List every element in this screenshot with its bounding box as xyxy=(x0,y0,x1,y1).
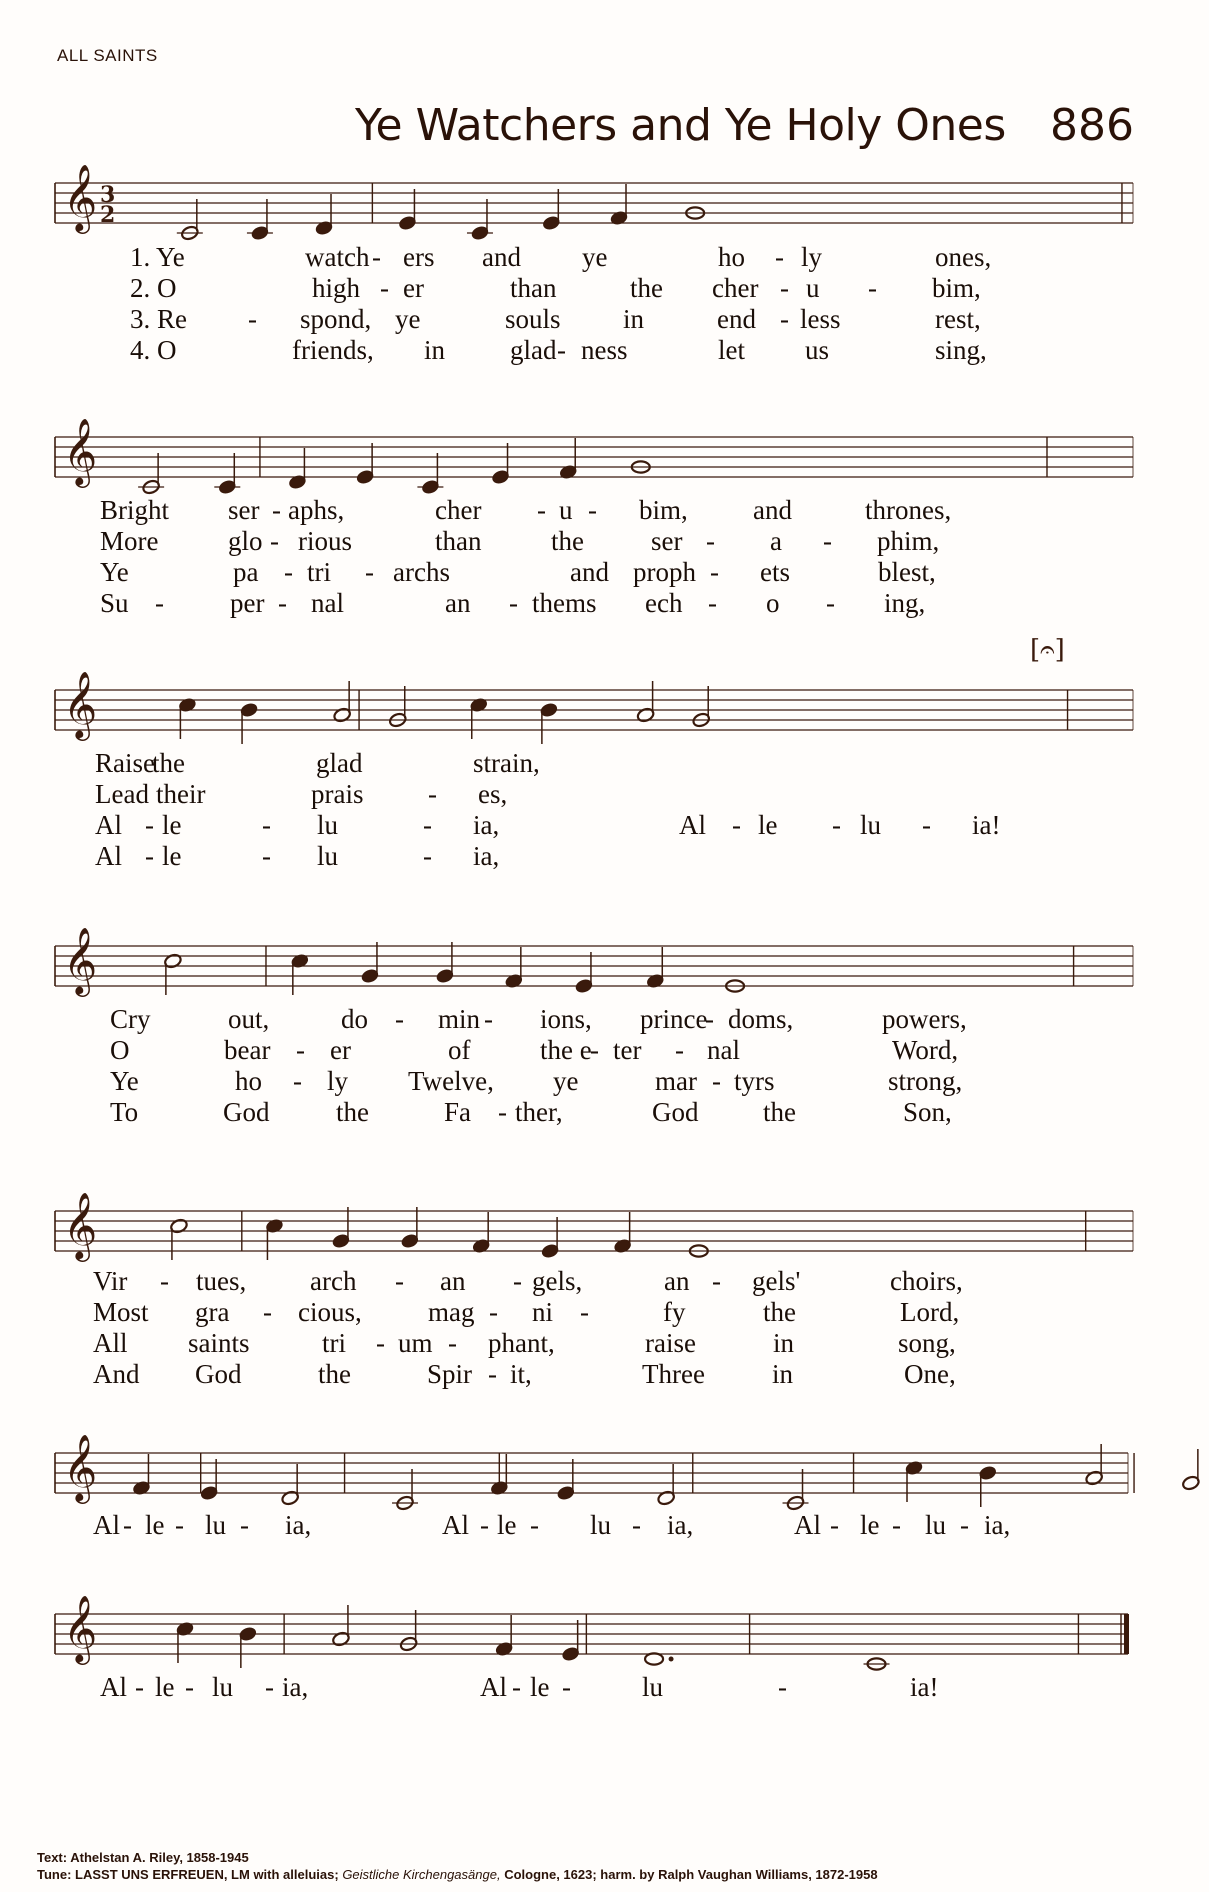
lyric-syllable: high xyxy=(312,273,361,303)
syllable-hyphen: - xyxy=(778,1672,787,1702)
lyric-syllable: God xyxy=(652,1097,699,1127)
lyric-syllable: le xyxy=(155,1672,175,1702)
lyric-syllable: nal xyxy=(311,588,344,618)
lyric-syllable: ia, xyxy=(473,810,500,840)
syllable-hyphen: - xyxy=(826,588,835,618)
syllable-hyphen: - xyxy=(960,1510,969,1540)
syllable-hyphen: - xyxy=(145,841,154,871)
syllable-hyphen: - xyxy=(823,526,832,556)
syllable-hyphen: - xyxy=(270,526,279,556)
syllable-hyphen: - xyxy=(712,1066,721,1096)
lyric-syllable: ther, xyxy=(515,1097,563,1127)
syllable-hyphen: - xyxy=(632,1510,641,1540)
lyric-syllable: phim, xyxy=(877,526,940,556)
lyric-syllable: ia! xyxy=(972,810,1001,840)
syllable-hyphen: - xyxy=(155,588,164,618)
lyric-syllable: Ye xyxy=(110,1066,139,1096)
lyric-syllable: and xyxy=(570,557,609,587)
lyric-syllable: ye xyxy=(395,304,421,334)
lyric-syllable: And xyxy=(93,1359,140,1389)
lyric-syllable: saints xyxy=(188,1328,250,1358)
lyric-syllable: glad xyxy=(510,335,557,365)
lyric-syllable: the xyxy=(336,1097,369,1127)
lyric-syllable: u xyxy=(559,495,573,525)
lyric-syllable: doms, xyxy=(728,1004,794,1034)
lyric-syllable: 3. Re xyxy=(130,304,187,334)
syllable-hyphen: - xyxy=(448,1328,457,1358)
lyric-syllable: fy xyxy=(663,1297,686,1327)
lyric-syllable: an xyxy=(664,1266,690,1296)
syllable-hyphen: - xyxy=(830,1510,839,1540)
syllable-hyphen: - xyxy=(423,841,432,871)
lyric-syllable: the xyxy=(152,748,185,778)
lyric-syllable: o xyxy=(766,588,780,618)
lyric-syllable: friends, xyxy=(292,335,374,365)
lyric-syllable: u xyxy=(806,273,820,303)
syllable-hyphen: - xyxy=(175,1510,184,1540)
lyric-syllable: arch xyxy=(310,1266,357,1296)
lyric-syllable: nal xyxy=(707,1035,740,1065)
final-barline-thick xyxy=(1124,1614,1129,1654)
lyric-syllable: bim, xyxy=(932,273,981,303)
lyric-syllable: in xyxy=(424,335,446,365)
lyric-syllable: Al xyxy=(93,1510,120,1540)
note-head xyxy=(645,1653,663,1664)
syllable-hyphen: - xyxy=(272,495,281,525)
lyric-syllable: le xyxy=(758,810,778,840)
lyric-syllable: God xyxy=(195,1359,242,1389)
syllable-hyphen: - xyxy=(710,557,719,587)
lyric-syllable: Lead xyxy=(95,779,149,809)
lyric-syllable: ia, xyxy=(473,841,500,871)
lyric-syllable: it, xyxy=(510,1359,532,1389)
lyric-syllable: in xyxy=(623,304,645,334)
lyric-syllable: ets xyxy=(760,557,790,587)
lyric-syllable: thems xyxy=(532,588,597,618)
lyric-syllable: ser xyxy=(228,495,260,525)
lyric-syllable: than xyxy=(435,526,482,556)
syllable-hyphen: - xyxy=(380,273,389,303)
syllable-hyphen: - xyxy=(732,810,741,840)
note-dot xyxy=(669,1657,674,1662)
lyric-syllable: ia, xyxy=(667,1510,694,1540)
lyric-syllable: er xyxy=(403,273,424,303)
syllable-hyphen: - xyxy=(489,1297,498,1327)
lyric-syllable: mar xyxy=(655,1066,697,1096)
fermata-icon: [𝄐] xyxy=(1030,635,1065,665)
lyric-syllable: of xyxy=(448,1035,471,1065)
lyric-syllable: Most xyxy=(93,1297,149,1327)
lyric-syllable: Al xyxy=(95,841,122,871)
syllable-hyphen: - xyxy=(705,1004,714,1034)
lyric-syllable: Three xyxy=(642,1359,705,1389)
lyric-syllable: Bright xyxy=(100,495,170,525)
syllable-hyphen: - xyxy=(262,810,271,840)
syllable-hyphen: - xyxy=(265,1672,274,1702)
syllable-hyphen: - xyxy=(278,588,287,618)
lyric-syllable: lu xyxy=(925,1510,947,1540)
lyric-syllable: strong, xyxy=(888,1066,963,1096)
lyric-syllable: per xyxy=(230,588,265,618)
lyric-syllable: cious, xyxy=(298,1297,362,1327)
syllable-hyphen: - xyxy=(922,810,931,840)
time-signature-bottom: 2 xyxy=(100,202,116,228)
syllable-hyphen: - xyxy=(480,1510,489,1540)
lyric-syllable: One, xyxy=(904,1359,956,1389)
lyric-syllable: phant, xyxy=(488,1328,555,1358)
treble-clef-icon: 𝄞 xyxy=(63,163,98,231)
lyric-syllable: strain, xyxy=(473,748,540,778)
lyric-syllable: ni xyxy=(532,1297,554,1327)
syllable-hyphen: - xyxy=(145,810,154,840)
syllable-hyphen: - xyxy=(537,495,546,525)
lyric-syllable: lu xyxy=(205,1510,227,1540)
lyric-syllable: 2. O xyxy=(130,273,177,303)
lyric-syllable: mag xyxy=(428,1297,475,1327)
lyric-syllable: Spir xyxy=(427,1359,473,1389)
syllable-hyphen: - xyxy=(123,1510,132,1540)
lyric-syllable: ho xyxy=(718,242,745,272)
lyric-syllable: an xyxy=(445,588,471,618)
tune-credit: Tune: LASST UNS ERFREUEN, LM with alleluias; Geistliche Kirchengasänge, Cologne, 1623; harm. by Ralph Vaughan Williams, 1872-1958 xyxy=(37,1867,878,1882)
syllable-hyphen: - xyxy=(262,841,271,871)
lyric-syllable: thrones, xyxy=(865,495,952,525)
lyric-syllable: ia, xyxy=(282,1672,309,1702)
syllable-hyphen: - xyxy=(562,1672,571,1702)
lyric-syllable: min xyxy=(438,1004,481,1034)
lyric-syllable: Ye xyxy=(100,557,129,587)
lyric-syllable: um xyxy=(398,1328,433,1358)
lyric-syllable: ho xyxy=(235,1066,262,1096)
staff-system-4 xyxy=(0,896,1209,1036)
lyric-syllable: lu xyxy=(317,841,339,871)
lyric-syllable: Lord, xyxy=(900,1297,960,1327)
lyric-syllable: Son, xyxy=(903,1097,952,1127)
lyric-syllable: prince xyxy=(640,1004,708,1034)
syllable-hyphen: - xyxy=(509,588,518,618)
lyric-syllable: es, xyxy=(478,779,508,809)
syllable-hyphen: - xyxy=(868,273,877,303)
lyric-syllable: aphs, xyxy=(288,495,345,525)
lyric-syllable: ions, xyxy=(540,1004,592,1034)
lyric-syllable: lu xyxy=(642,1672,664,1702)
hymn-title: Ye Watchers and Ye Holy Ones xyxy=(355,100,1006,151)
lyric-syllable: Al xyxy=(679,810,706,840)
lyric-syllable: ness xyxy=(581,335,628,365)
lyric-syllable: a xyxy=(770,526,782,556)
syllable-hyphen: - xyxy=(135,1672,144,1702)
lyric-syllable: Al xyxy=(442,1510,469,1540)
lyric-syllable: sing, xyxy=(935,335,987,365)
lyric-syllable: 1. Ye xyxy=(130,242,185,272)
lyric-syllable: and xyxy=(482,242,521,272)
lyric-syllable: spond, xyxy=(300,304,372,334)
syllable-hyphen: - xyxy=(580,1297,589,1327)
lyric-syllable: le xyxy=(162,810,182,840)
syllable-hyphen: - xyxy=(185,1672,194,1702)
lyric-syllable: er xyxy=(330,1035,351,1065)
syllable-hyphen: - xyxy=(708,588,717,618)
lyric-syllable: lu xyxy=(590,1510,612,1540)
lyric-syllable: Fa xyxy=(444,1097,471,1127)
lyric-syllable: Al xyxy=(480,1672,507,1702)
syllable-hyphen: - xyxy=(832,810,841,840)
lyric-syllable: le xyxy=(162,841,182,871)
lyric-syllable: an xyxy=(440,1266,466,1296)
lyric-syllable: end xyxy=(717,304,756,334)
lyric-syllable: Vir xyxy=(93,1266,128,1296)
lyric-syllable: tyrs xyxy=(734,1066,775,1096)
syllable-hyphen: - xyxy=(240,1510,249,1540)
syllable-hyphen: - xyxy=(892,1510,901,1540)
lyric-syllable: Su xyxy=(100,588,129,618)
lyric-syllable: powers, xyxy=(882,1004,967,1034)
lyric-syllable: Al xyxy=(95,810,122,840)
lyric-syllable: All xyxy=(93,1328,128,1358)
text-credit: Text: Athelstan A. Riley, 1858-1945 xyxy=(37,1850,249,1865)
staff-system-7 xyxy=(0,1564,1209,1704)
lyric-syllable: pa xyxy=(233,557,259,587)
lyric-syllable: Al xyxy=(794,1510,821,1540)
lyric-syllable: glo xyxy=(228,526,263,556)
syllable-hyphen: - xyxy=(488,1359,497,1389)
syllable-hyphen: - xyxy=(706,526,715,556)
staff-system-2 xyxy=(0,387,1209,527)
syllable-hyphen: - xyxy=(712,1266,721,1296)
lyric-syllable: Cry xyxy=(110,1004,151,1034)
lyric-syllable: ia, xyxy=(285,1510,312,1540)
syllable-hyphen: - xyxy=(395,1004,404,1034)
lyric-syllable: Twelve, xyxy=(408,1066,494,1096)
lyric-syllable: in xyxy=(772,1359,794,1389)
lyric-syllable: rest, xyxy=(935,304,981,334)
section-label: ALL SAINTS xyxy=(57,46,158,65)
lyric-syllable: ye xyxy=(553,1066,579,1096)
lyric-syllable: bear xyxy=(224,1035,271,1065)
lyric-syllable: le xyxy=(860,1510,880,1540)
lyric-syllable: ones, xyxy=(935,242,992,272)
lyric-syllable: than xyxy=(510,273,557,303)
lyric-syllable: Al xyxy=(100,1672,127,1702)
lyric-syllable: More xyxy=(100,526,159,556)
lyric-syllable: the xyxy=(318,1359,351,1389)
lyric-syllable: the xyxy=(551,526,584,556)
lyric-syllable: their xyxy=(156,779,206,809)
treble-clef-icon: 𝄞 xyxy=(63,926,98,994)
lyric-syllable: cher xyxy=(712,273,759,303)
lyric-syllable: ter xyxy=(613,1035,642,1065)
lyric-syllable: lu xyxy=(317,810,339,840)
syllable-hyphen: - xyxy=(675,1035,684,1065)
syllable-hyphen: - xyxy=(588,495,597,525)
syllable-hyphen: - xyxy=(423,810,432,840)
syllable-hyphen: - xyxy=(590,1035,599,1065)
treble-clef-icon: 𝄞 xyxy=(63,1594,98,1662)
lyric-syllable: proph xyxy=(633,557,696,587)
lyric-syllable: in xyxy=(773,1328,795,1358)
lyric-syllable: le xyxy=(145,1510,165,1540)
lyric-syllable: cher xyxy=(435,495,482,525)
lyric-syllable: Raise xyxy=(95,748,155,778)
lyric-syllable: ia, xyxy=(984,1510,1011,1540)
lyric-syllable: glad xyxy=(316,748,363,778)
lyric-syllable: the e xyxy=(540,1035,592,1065)
lyric-syllable: gels, xyxy=(532,1266,583,1296)
syllable-hyphen: - xyxy=(530,1510,539,1540)
syllable-hyphen: - xyxy=(428,779,437,809)
lyric-syllable: tri xyxy=(322,1328,346,1358)
lyric-syllable: and xyxy=(753,495,792,525)
syllable-hyphen: - xyxy=(296,1035,305,1065)
lyric-syllable: song, xyxy=(898,1328,956,1358)
syllable-hyphen: - xyxy=(775,242,784,272)
lyric-syllable: choirs, xyxy=(890,1266,963,1296)
lyric-syllable: ech xyxy=(645,588,683,618)
lyric-syllable: ly xyxy=(327,1066,349,1096)
lyric-syllable: lu xyxy=(860,810,882,840)
lyric-syllable: lu xyxy=(212,1672,234,1702)
treble-clef-icon: 𝄞 xyxy=(63,670,98,738)
syllable-hyphen: - xyxy=(365,557,374,587)
lyric-syllable: raise xyxy=(645,1328,696,1358)
lyric-syllable: souls xyxy=(505,304,561,334)
lyric-syllable: the xyxy=(763,1297,796,1327)
treble-clef-icon: 𝄞 xyxy=(63,1191,98,1259)
syllable-hyphen: - xyxy=(160,1266,169,1296)
lyric-syllable: prais xyxy=(311,779,364,809)
syllable-hyphen: - xyxy=(376,1328,385,1358)
lyric-syllable: le xyxy=(530,1672,550,1702)
syllable-hyphen: - xyxy=(248,304,257,334)
syllable-hyphen: - xyxy=(780,273,789,303)
staff-system-5 xyxy=(0,1161,1209,1301)
lyric-syllable: Word, xyxy=(892,1035,959,1065)
syllable-hyphen: - xyxy=(557,335,566,365)
lyric-syllable: ye xyxy=(582,242,608,272)
syllable-hyphen: - xyxy=(395,1266,404,1296)
treble-clef-icon: 𝄞 xyxy=(63,1433,98,1501)
lyric-syllable: ia! xyxy=(910,1672,939,1702)
treble-clef-icon: 𝄞 xyxy=(63,417,98,485)
lyric-syllable: less xyxy=(800,304,841,334)
lyric-syllable: out, xyxy=(228,1004,270,1034)
lyric-syllable: To xyxy=(110,1097,139,1127)
lyric-syllable: ers xyxy=(403,242,435,272)
lyric-syllable: blest, xyxy=(878,557,936,587)
lyric-syllable: O xyxy=(110,1035,130,1065)
lyric-syllable: archs xyxy=(393,557,450,587)
syllable-hyphen: - xyxy=(498,1097,507,1127)
lyric-syllable: rious xyxy=(298,526,352,556)
lyric-syllable: ser xyxy=(651,526,683,556)
lyric-syllable: let xyxy=(718,335,745,365)
lyric-syllable: le xyxy=(497,1510,517,1540)
syllable-hyphen: - xyxy=(512,1672,521,1702)
lyric-syllable: 4. O xyxy=(130,335,177,365)
time-signature-top: 3 xyxy=(100,182,116,208)
lyric-syllable: the xyxy=(630,273,663,303)
lyric-syllable: bim, xyxy=(639,495,688,525)
syllable-hyphen: - xyxy=(263,1297,272,1327)
syllable-hyphen: - xyxy=(293,1066,302,1096)
hymn-number: 886 xyxy=(1050,100,1134,151)
lyric-syllable: tri xyxy=(307,557,331,587)
lyric-syllable: ing, xyxy=(884,588,926,618)
lyric-syllable: watch xyxy=(305,242,370,272)
syllable-hyphen: - xyxy=(484,1004,493,1034)
lyric-syllable: us xyxy=(805,335,830,365)
syllable-hyphen: - xyxy=(780,304,789,334)
lyric-syllable: God xyxy=(223,1097,270,1127)
syllable-hyphen: - xyxy=(372,242,381,272)
lyric-syllable: the xyxy=(763,1097,796,1127)
lyric-syllable: do xyxy=(341,1004,368,1034)
syllable-hyphen: - xyxy=(513,1266,522,1296)
lyric-syllable: tues, xyxy=(196,1266,247,1296)
syllable-hyphen: - xyxy=(284,557,293,587)
lyric-syllable: gra xyxy=(195,1297,230,1327)
lyric-syllable: ly xyxy=(801,242,823,272)
lyric-syllable: gels' xyxy=(752,1266,801,1296)
